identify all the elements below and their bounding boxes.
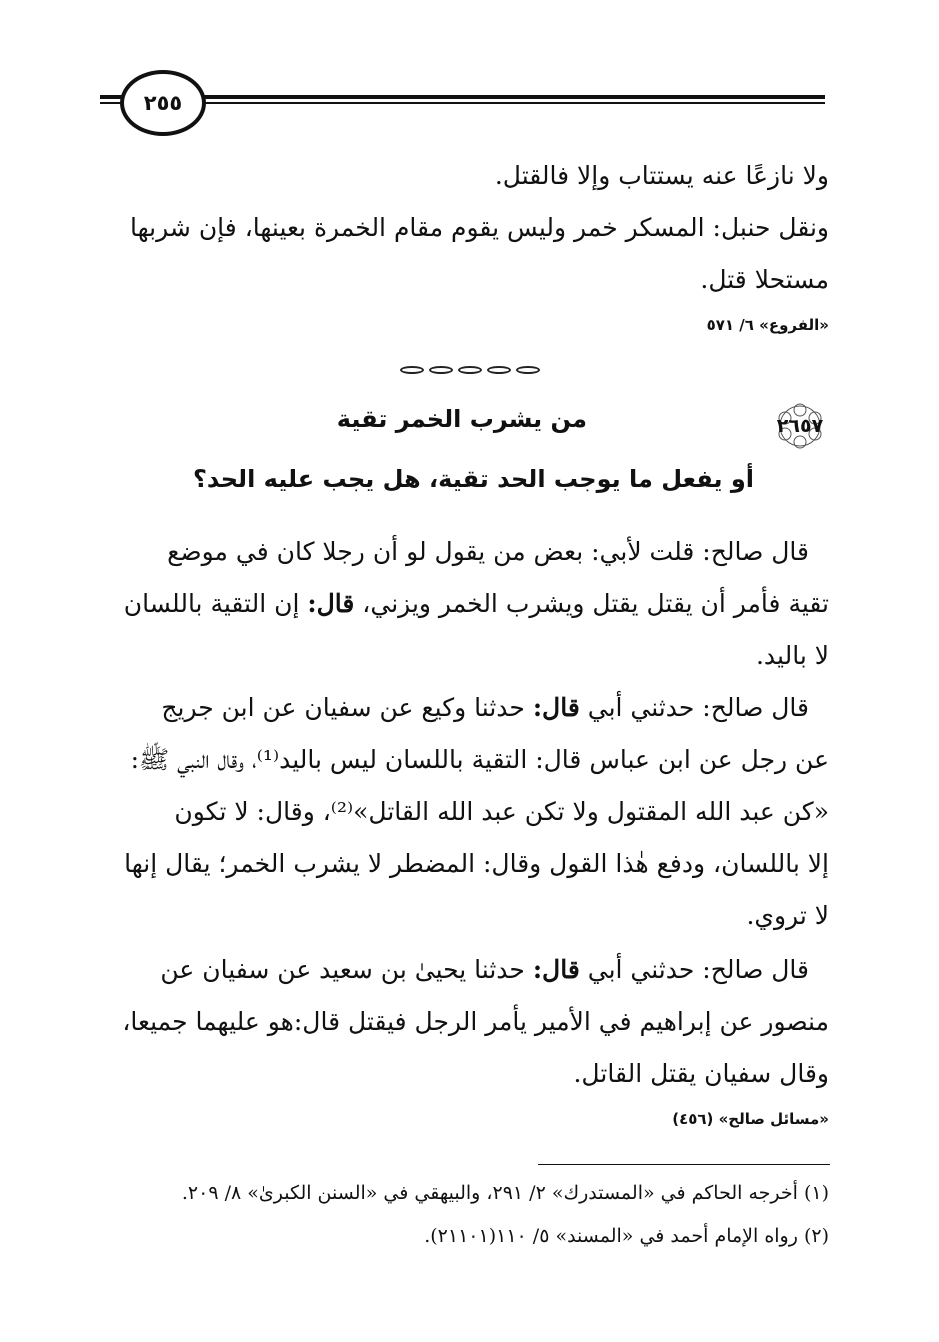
text-line: تقية فأمر أن يقتل يقتل ويشرب الخمر ويزني، قال: إن التقية باللسان [123,589,829,618]
text-line: إلا باللسان، ودفع هٰذا القول وقال: المضطر لا يشرب الخمر؛ يقال إنها [124,849,829,878]
entry-number-badge [771,402,829,450]
text-line: قال صالح: حدثني أبي قال: حدثنا يحيىٰ بن سعيد عن سفيان عن [160,955,809,984]
text-line: عن رجل عن ابن عباس قال: التقية باللسان ليس باليد⁽¹⁾، وقال النبي ﷺ: [130,745,829,774]
text-line: ولا نازعًا عنه يستتاب وإلا فالقتل. [494,161,829,190]
page-number-oval [120,70,206,136]
footnote-rule [538,1164,830,1165]
text-line: وقال سفيان يقتل القاتل. [573,1059,829,1088]
text-line: لا تروي. [746,901,829,930]
entry-number: ٢٦٥٧ [776,415,824,437]
source-citation: «الفروع» ٦/ ٥٧١ [706,316,829,334]
text-line: ونقل حنبل: المسكر خمر وليس يقوم مقام الخمرة بعينها، فإن شربها [130,213,829,242]
source-citation: «مسائل صالح» (٤٥٦) [672,1110,829,1128]
text-line: قال صالح: حدثني أبي قال: حدثنا وكيع عن سفيان عن ابن جريج [161,693,809,722]
text-line: لا باليد. [755,641,829,670]
text-line: منصور عن إبراهيم في الأمير يأمر الرجل فيقتل قال:هو عليهما جميعا، [122,1007,829,1036]
text-line: مستحلا قتل. [700,265,829,294]
entry-subtitle: أو يفعل ما يوجب الحد تقية، هل يجب عليه الحد؟ [192,465,754,493]
text-line: «كن عبد الله المقتول ولا تكن عبد الله القاتل»⁽²⁾، وقال: لا تكون [174,797,829,826]
header-rule [100,95,825,99]
ornament-divider [400,363,540,377]
text-line: قال صالح: قلت لأبي: بعض من يقول لو أن رجلا كان في موضع [167,537,809,566]
page-number: ٢٥٥ [143,91,183,115]
footnote-1: (١) أخرجه الحاكم في «المستدرك» ٢/ ٢٩١، والبيهقي في «السنن الكبرىٰ» ٨/ ٢٠٩. [181,1182,829,1204]
header-rule-thin [100,102,825,104]
entry-title: من يشرب الخمر تقية [336,405,587,433]
footnote-2: (٢) رواه الإمام أحمد في «المسند» ٥/ ١١٠(٢١١٠١). [424,1225,829,1247]
